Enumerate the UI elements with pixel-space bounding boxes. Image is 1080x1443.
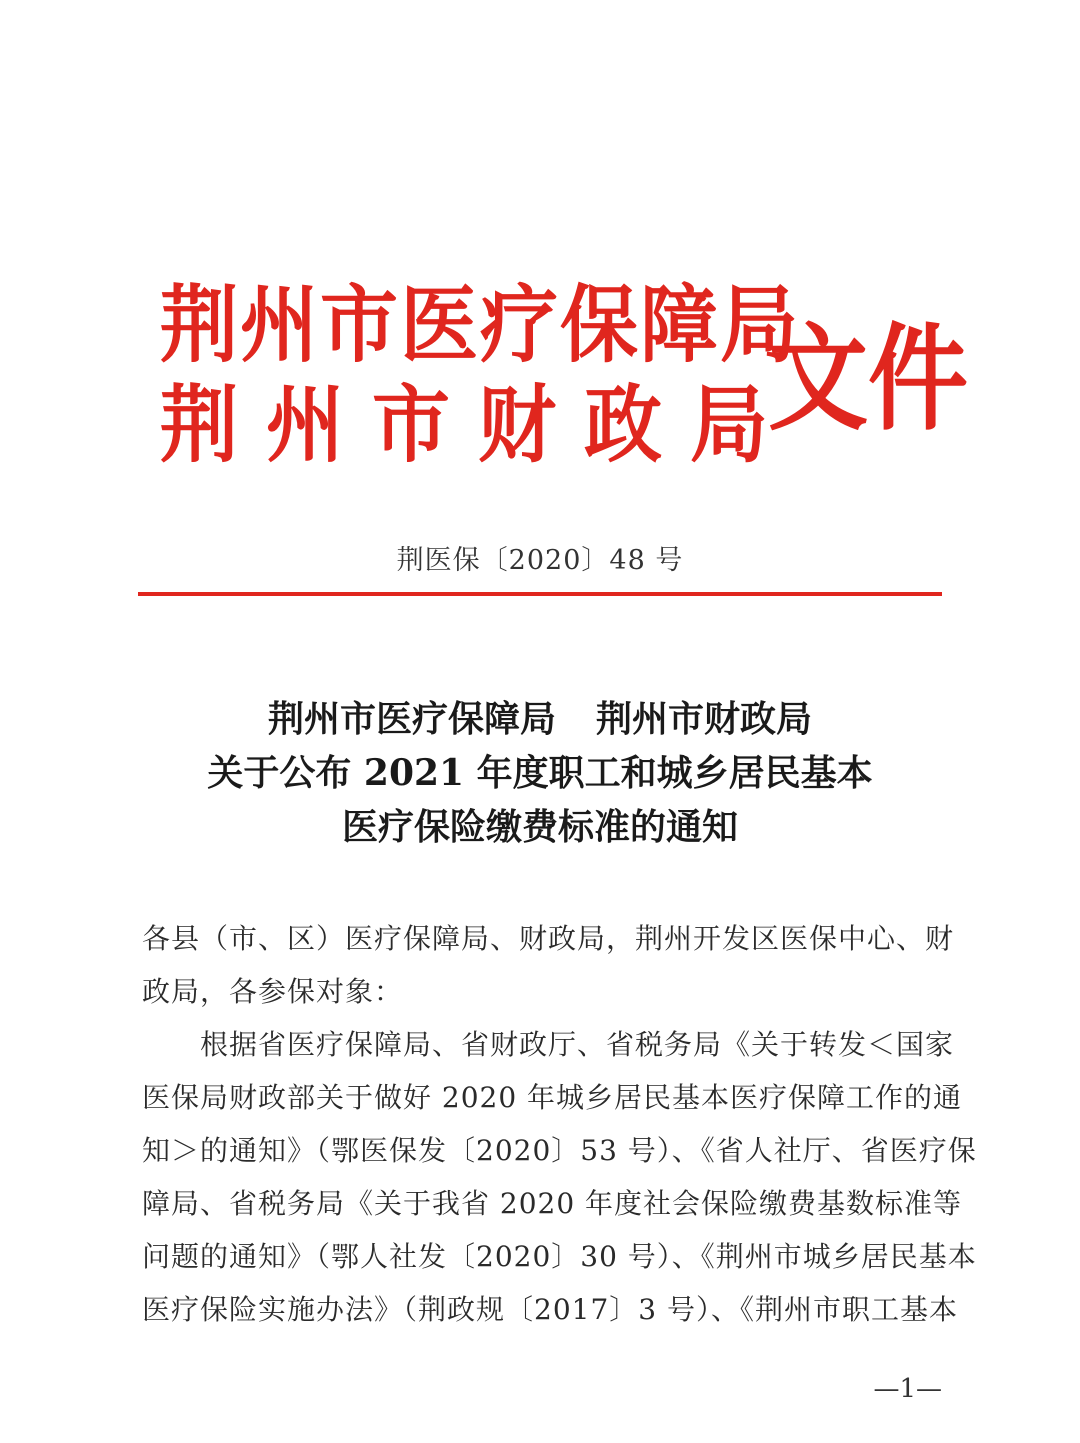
body-line: 医保局财政部关于做好 2020 年城乡居民基本医疗保障工作的通 [142, 1081, 963, 1114]
title-line-1 [0, 692, 1080, 746]
page-number: —1— [873, 1374, 942, 1404]
masthead-line-2: 荆州市财政局 [160, 377, 797, 475]
masthead-line-1: 荆州市医疗保障局 [160, 277, 801, 375]
body-text [142, 912, 977, 1336]
title-line-3: 医疗保险缴费标准的通知 [341, 806, 738, 848]
masthead-suffix: 文件 [768, 311, 968, 447]
body-line: 医疗保险实施办法》（荆政规〔2017〕3 号）、《荆州市职工基本 [142, 1293, 958, 1326]
title-line-2: 关于公布 2021 年度职工和城乡居民基本 [207, 752, 873, 794]
document-title [0, 692, 1080, 854]
body-line: 各县（市、区）医疗保障局、财政局，荆州开发区医保中心、财 [142, 922, 955, 955]
title-issuer-1: 荆州市医疗保障局 [267, 698, 556, 740]
document-number: 荆医保〔2020〕48 号 [396, 545, 684, 576]
body-line: 根据省医疗保障局、省财政厅、省税务局《关于转发＜国家 [200, 1028, 955, 1061]
title-issuer-2: 荆州市财政局 [596, 698, 813, 740]
red-divider-line [138, 592, 942, 596]
body-line: 政局，各参保对象： [142, 975, 404, 1008]
masthead [160, 277, 968, 475]
body-line: 知＞的通知》（鄂医保发〔2020〕53 号）、《省人社厅、省医疗保 [142, 1134, 977, 1167]
body-line: 问题的通知》（鄂人社发〔2020〕30 号）、《荆州市城乡居民基本 [142, 1240, 977, 1273]
body-line: 障局、省税务局《关于我省 2020 年度社会保险缴费基数标准等 [142, 1187, 963, 1220]
